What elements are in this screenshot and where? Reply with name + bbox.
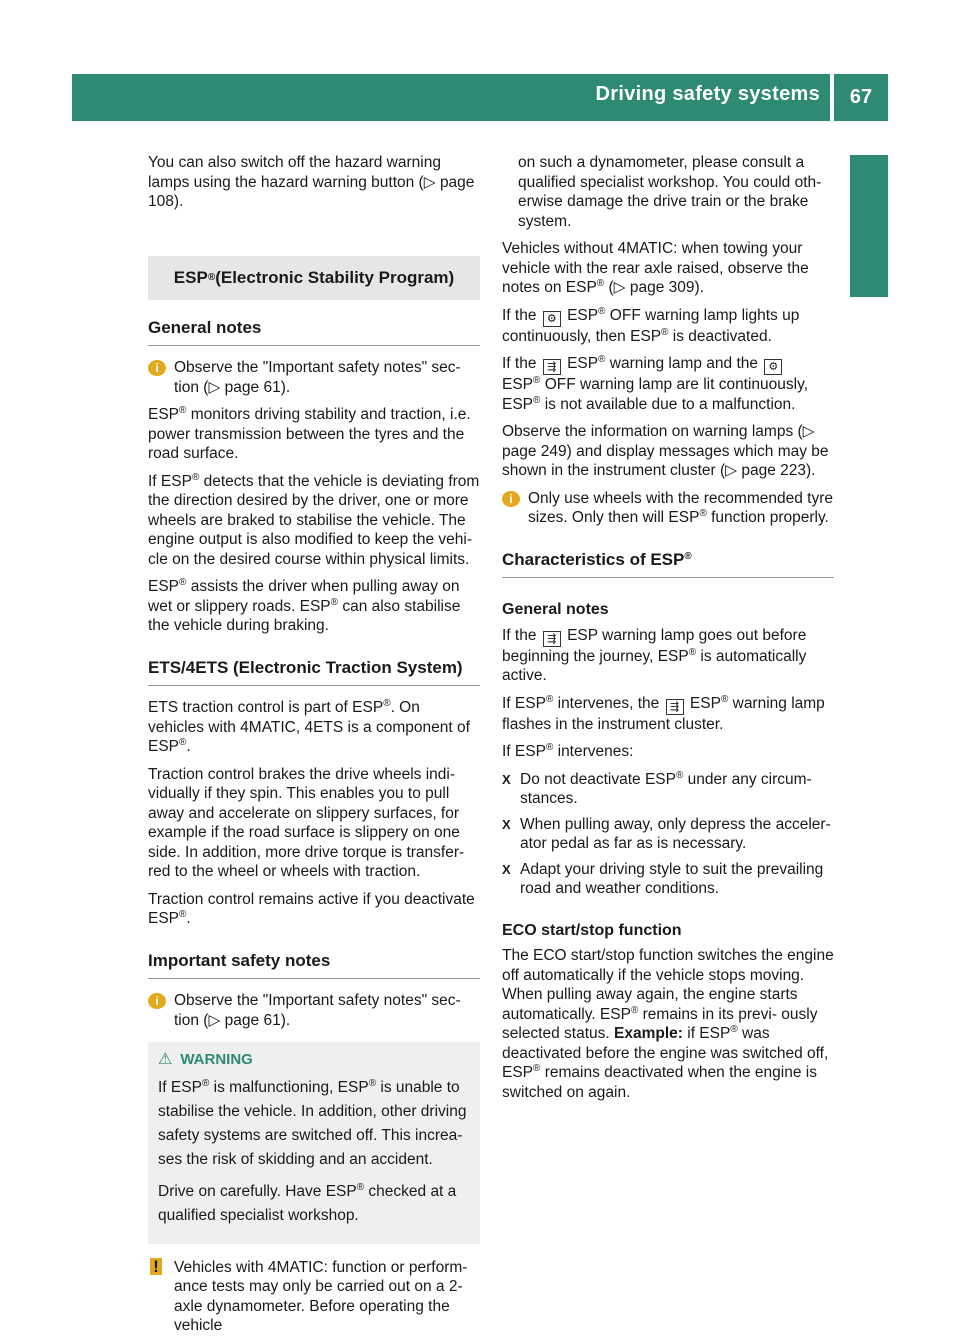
info-note xyxy=(148,991,480,1030)
info-icon: i xyxy=(148,993,166,1009)
section-title: Driving safety systems xyxy=(595,83,820,105)
bullet-icon: X xyxy=(502,816,511,832)
bullet-icon: X xyxy=(502,861,511,877)
esp-lamp-icon: ⇶ xyxy=(666,699,684,715)
info-note-text: Observe the "Important safety notes" sec- tion (▷ page 61). xyxy=(174,359,461,396)
esp-lamp-icon: ⇶ xyxy=(543,631,561,647)
esp-title-rest: (Electronic Stability Program) xyxy=(215,267,455,287)
info-note-text: Only use wheels with the recommended tyre sizes. Only then will ESP® function properly. xyxy=(528,489,833,526)
side-label: Safety xyxy=(857,236,878,294)
left-column xyxy=(148,153,480,1344)
paragraph: ESP® monitors driving stability and traction, i.e. power transmission between the tyres and the road surface. xyxy=(148,405,471,462)
general-notes-subheading: General notes xyxy=(502,601,609,618)
warning-text: If ESP® is malfunctioning, ESP® is unable to stabilise the vehicle. In addition, other driving safety systems are switched off. This increa- ses the risk of skidding and an accident. xyxy=(158,1077,467,1168)
list-item: X When pulling away, only depress the acceler- ator pedal as far as is necessary. xyxy=(502,815,831,852)
info-note-text: Observe the "Important safety notes" sec- tion (▷ page 61). xyxy=(174,992,461,1029)
esp-off-lamp-icon: ⚙ xyxy=(764,359,782,375)
info-note xyxy=(148,358,480,397)
characteristics-heading: Characteristics of ESP® xyxy=(502,550,834,579)
caution-note xyxy=(148,1258,480,1336)
paragraph: ESP® assists the driver when pulling away on wet or slippery roads. ESP® can also stabilise the vehicle during braking. xyxy=(148,577,461,634)
eco-heading: ECO start/stop function xyxy=(502,921,682,939)
paragraph: If the ⚙ ESP® OFF warning lamp lights up continuously, then ESP® is deactivated. xyxy=(502,305,800,345)
esp-off-lamp-icon: ⚙ xyxy=(543,311,561,327)
paragraph: If the ⇶ ESP® warning lamp and the ⚙ ESP® OFF warning lamp are lit continuously, ESP® is not available due to a malfunction. xyxy=(502,354,809,413)
general-notes-heading: General notes xyxy=(148,318,480,347)
esp-section-heading: ESP ® (Electronic Stability Program) xyxy=(148,256,480,300)
ets-heading: ETS/4ETS (Electronic Traction System) xyxy=(148,658,480,687)
esp-lamp-icon: ⇶ xyxy=(543,359,561,375)
paragraph: If the ⇶ ESP warning lamp goes out before beginning the journey, ESP® is automatically active. xyxy=(502,626,807,684)
list-item: X Adapt your driving style to suit the prevailing road and weather conditions. xyxy=(502,860,824,897)
esp-title: ESP xyxy=(173,267,208,287)
safety-heading: Important safety notes xyxy=(148,951,480,980)
header-bar xyxy=(72,74,830,121)
info-icon: i xyxy=(502,491,520,507)
right-column xyxy=(502,153,834,1110)
list-item: X Do not deactivate ESP® under any circum- stances. xyxy=(502,769,812,807)
caution-icon: ! xyxy=(150,1258,162,1275)
bullet-icon: X xyxy=(502,771,511,787)
caution-text: Vehicles with 4MATIC: function or perform- ance tests may only be carried out on a 2-axle dynamometer. Before operating the vehicle xyxy=(174,1258,468,1334)
page-number: 67 xyxy=(834,74,888,121)
info-icon: i xyxy=(148,360,166,376)
warning-box xyxy=(148,1042,480,1244)
paragraph: If ESP® intervenes: xyxy=(502,742,634,760)
caution-continued: on such a dynamometer, please consult a qualified specialist workshop. You could oth- erwise damage the drive train or the brake system. xyxy=(518,154,822,230)
warning-text: Drive on carefully. Have ESP® checked at a qualified specialist workshop. xyxy=(158,1181,457,1224)
paragraph: ETS traction control is part of ESP®. On vehicles with 4MATIC, 4ETS is a component of ESP®. xyxy=(148,698,470,755)
warning-triangle-icon: ⚠ xyxy=(158,1051,173,1068)
paragraph: Traction control remains active if you deactivate ESP®. xyxy=(148,890,475,927)
info-note xyxy=(502,489,834,528)
warning-title: ⚠ WARNING xyxy=(158,1051,253,1068)
paragraph: The ECO start/stop function switches the engine off automatically if the vehicle stops moving. When pulling away again, the engine starts automatically. ESP® remains in its previ- ously selected status. Example: if ESP® was deactivated before the engine was switched off, ESP® remains deactivated when the engine is switched on again. xyxy=(502,947,834,1101)
paragraph: Vehicles without 4MATIC: when towing your vehicle with the rear axle raised, observe the notes on ESP® (▷ page 309). xyxy=(502,240,809,296)
paragraph: If ESP® detects that the vehicle is deviating from the direction desired by the driver, one or more wheels are braked to stabilise the vehicle. The engine output is also modified to keep the vehi- cle on the desired course within physical limits. xyxy=(148,471,480,568)
paragraph: Observe the information on warning lamps (▷ page 249) and display messages which may be shown in the instrument cluster (▷ page 223). xyxy=(502,423,829,479)
paragraph: If ESP® intervenes, the ⇶ ESP® warning lamp flashes in the instrument cluster. xyxy=(502,693,825,733)
intro-text: You can also switch off the hazard warning lamps using the hazard warning button (▷ page 108). xyxy=(148,154,475,210)
paragraph: Traction control brakes the drive wheels indi- vidually if they spin. This enables you to pull away and accelerate on slippery surfaces, for example if the road surface is slippery on one side. In addition, more drive torque is transfer- red to the wheel or wheels with traction. xyxy=(148,765,465,880)
